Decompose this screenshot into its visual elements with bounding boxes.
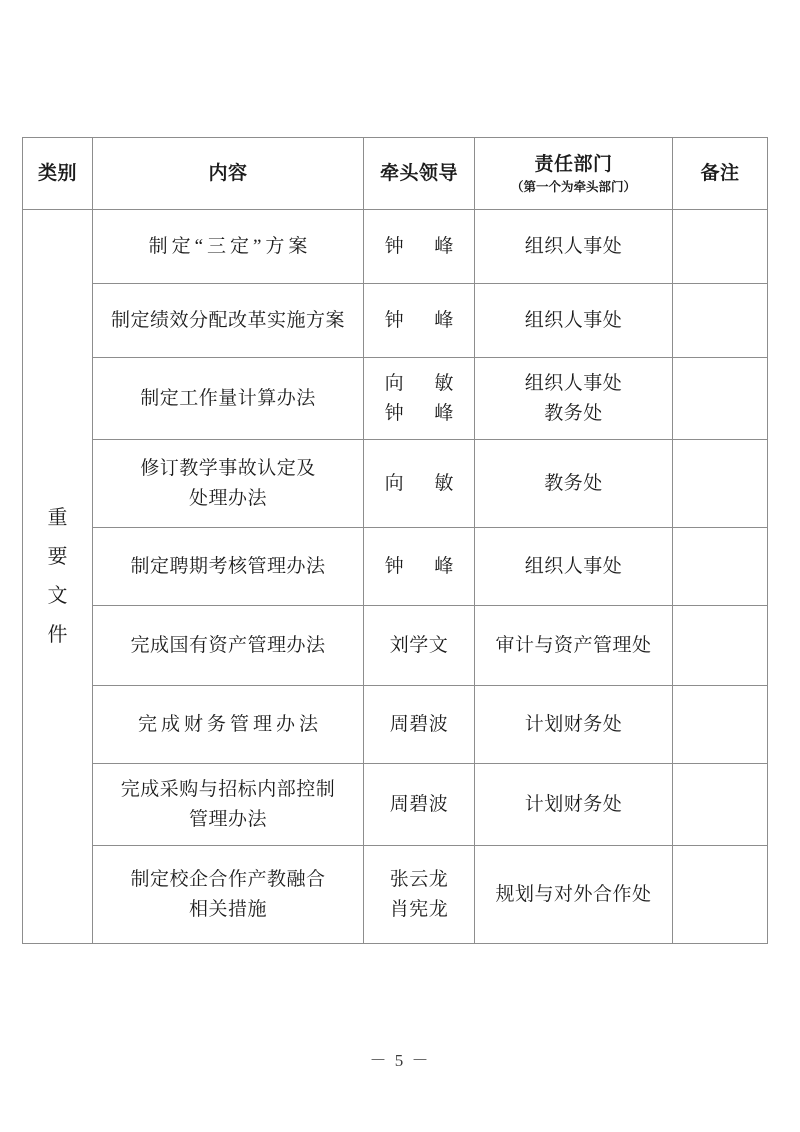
leader-cell — [364, 764, 475, 846]
content-line: 制定绩效分配改革实施方案 — [110, 309, 345, 331]
department-cell — [475, 764, 673, 846]
content-cell — [93, 686, 364, 764]
table-row — [23, 358, 768, 440]
content-line: 完成国有资产管理办法 — [130, 634, 326, 656]
content-line: 管理办法 — [188, 808, 267, 830]
content-cell — [93, 606, 364, 686]
page-number: － 5 － — [369, 1051, 431, 1070]
content-line: 制定工作量计算办法 — [140, 387, 316, 409]
category-cell-important-documents — [23, 210, 93, 944]
table-row — [23, 210, 768, 284]
table-row — [23, 528, 768, 606]
content-cell — [93, 440, 364, 528]
column-header-category — [23, 138, 93, 210]
content-cell — [93, 358, 364, 440]
content-cell — [93, 528, 364, 606]
department-line: 组织人事处 — [524, 373, 623, 395]
column-header-category-label: 类别 — [37, 161, 77, 184]
content-line: 制定聘期考核管理办法 — [130, 555, 326, 577]
department-cell — [475, 846, 673, 944]
notes-cell — [673, 210, 768, 284]
leader-line: 肖宪龙 — [389, 898, 449, 920]
content-line: 制定“三定”方案 — [148, 235, 312, 257]
department-cell — [475, 686, 673, 764]
content-cell — [93, 284, 364, 358]
department-line: 教务处 — [544, 472, 603, 494]
leader-cell — [364, 528, 475, 606]
category-vertical-label — [23, 499, 92, 655]
leader-line: 向 敏 — [384, 373, 467, 395]
column-header-department-note: （第一个为牵头部门） — [510, 178, 636, 194]
department-line: 教务处 — [544, 402, 603, 424]
department-cell — [475, 528, 673, 606]
category-char-1: 重 — [47, 506, 68, 529]
content-line: 完成采购与招标内部控制 — [120, 779, 336, 801]
category-char-3: 文 — [47, 584, 68, 607]
column-header-leader — [364, 138, 475, 210]
table-row — [23, 440, 768, 528]
leader-line: 钟 峰 — [384, 555, 467, 577]
department-line: 组织人事处 — [524, 555, 623, 577]
column-header-content — [93, 138, 364, 210]
leader-line: 钟 峰 — [384, 309, 467, 331]
notes-cell — [673, 606, 768, 686]
department-line: 规划与对外合作处 — [495, 883, 652, 905]
leader-cell — [364, 606, 475, 686]
department-line: 计划财务处 — [524, 713, 623, 735]
notes-cell — [673, 440, 768, 528]
content-line: 相关措施 — [188, 898, 267, 920]
content-line: 完成财务管理办法 — [137, 713, 322, 735]
notes-cell — [673, 846, 768, 944]
leader-cell — [364, 846, 475, 944]
content-line: 修订教学事故认定及 — [140, 458, 316, 480]
department-cell — [475, 284, 673, 358]
leader-line: 周碧波 — [389, 793, 449, 815]
content-cell — [93, 846, 364, 944]
department-line: 组织人事处 — [524, 309, 623, 331]
tasks-table — [22, 137, 768, 944]
leader-line: 周碧波 — [389, 713, 449, 735]
notes-cell — [673, 764, 768, 846]
notes-cell — [673, 358, 768, 440]
table-row — [23, 284, 768, 358]
leader-cell — [364, 284, 475, 358]
leader-cell — [364, 210, 475, 284]
notes-cell — [673, 284, 768, 358]
column-header-notes-label: 备注 — [700, 161, 740, 184]
department-cell — [475, 440, 673, 528]
department-cell — [475, 606, 673, 686]
category-char-4: 件 — [47, 623, 68, 646]
content-line: 制定校企合作产教融合 — [130, 869, 326, 891]
department-cell — [475, 210, 673, 284]
content-cell — [93, 764, 364, 846]
table-body — [23, 210, 768, 944]
leader-line: 张云龙 — [389, 869, 449, 891]
table-row — [23, 686, 768, 764]
leader-line: 刘学文 — [389, 634, 449, 656]
notes-cell — [673, 528, 768, 606]
table-row — [23, 764, 768, 846]
leader-line: 钟 峰 — [384, 235, 467, 257]
table-row — [23, 606, 768, 686]
department-cell — [475, 358, 673, 440]
leader-cell — [364, 686, 475, 764]
column-header-department — [475, 138, 673, 210]
content-line: 处理办法 — [188, 487, 267, 509]
leader-cell — [364, 440, 475, 528]
table-row — [23, 846, 768, 944]
table-header-row — [23, 138, 768, 210]
category-char-2: 要 — [47, 545, 68, 568]
content-cell — [93, 210, 364, 284]
department-line: 审计与资产管理处 — [495, 634, 652, 656]
department-line: 计划财务处 — [524, 793, 623, 815]
leader-cell — [364, 358, 475, 440]
notes-cell — [673, 686, 768, 764]
column-header-leader-label: 牵头领导 — [379, 161, 458, 184]
leader-line: 钟 峰 — [384, 402, 467, 424]
department-line: 组织人事处 — [524, 235, 623, 257]
column-header-notes — [673, 138, 768, 210]
column-header-department-label: 责任部门 — [534, 152, 613, 175]
column-header-content-label: 内容 — [208, 161, 248, 184]
leader-line: 向 敏 — [384, 472, 467, 494]
